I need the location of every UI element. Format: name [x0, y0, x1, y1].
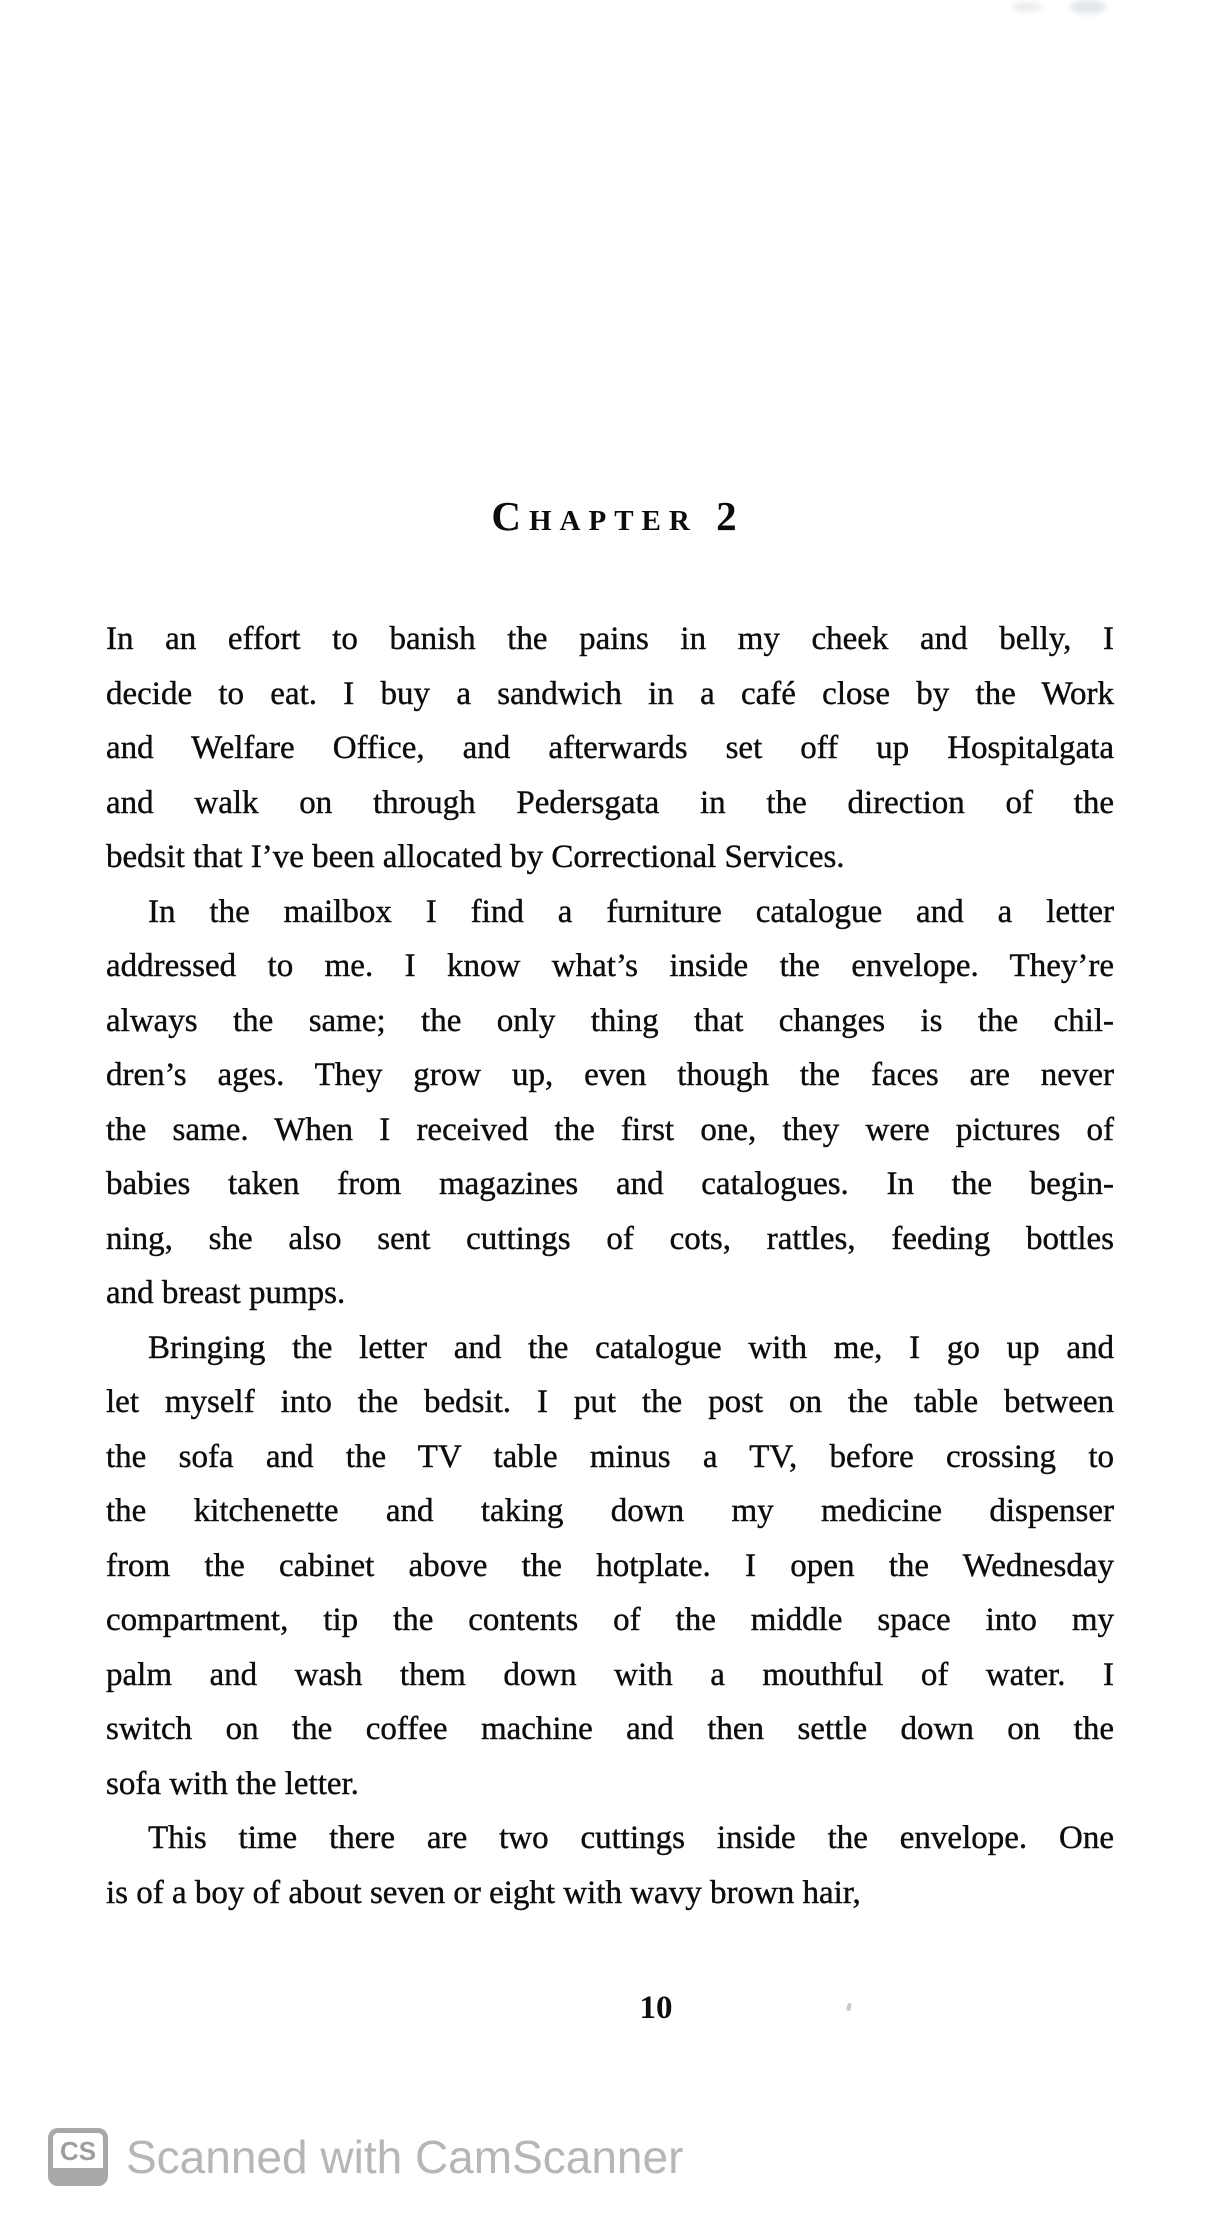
body-text [106, 612, 1114, 1920]
text-line: from the cabinet above the hotplate. I open the Wednesday [106, 1547, 1114, 1584]
scan-smudge [1012, 2, 1042, 12]
text-line: palm and wash them down with a mouthful of water. I [106, 1656, 1114, 1693]
camscanner-watermark [48, 2128, 683, 2186]
text-line: ning, she also sent cuttings of cots, rattles, feeding bottles [106, 1220, 1114, 1257]
text-line: switch on the coffee machine and then settle down on the [106, 1711, 1114, 1747]
paragraph [106, 885, 1114, 1321]
text-line: let myself into the bedsit. I put the post on the table between [106, 1384, 1114, 1420]
paragraph [106, 612, 1114, 885]
text-line: In an effort to banish the pains in my cheek and belly, I [106, 621, 1114, 657]
paragraph [106, 1321, 1114, 1812]
paragraph [106, 1811, 1114, 1920]
text-line: babies taken from magazines and catalogues. In the begin- [106, 1166, 1114, 1202]
camscanner-logo-bar [53, 2168, 103, 2181]
text-line: In the mailbox I find a furniture catalogue and a letter [148, 893, 1114, 930]
text-line: bedsit that I’ve been allocated by Correctional Services. [106, 839, 845, 875]
text-line: the same. When I received the first one, they were pictures of [106, 1111, 1114, 1148]
chapter-heading: Chapter 2 [491, 493, 745, 539]
text-line: decide to eat. I buy a sandwich in a café close by the Work [106, 675, 1114, 712]
camscanner-logo-icon [48, 2128, 108, 2186]
text-line: and Welfare Office, and afterwards set off up Hospitalgata [106, 730, 1114, 766]
camscanner-logo-text: CS [59, 2135, 97, 2166]
camscanner-watermark-text: Scanned with CamScanner [126, 2131, 684, 2183]
text-line: and breast pumps. [106, 1275, 346, 1311]
text-line: is of a boy of about seven or eight with wavy brown hair, [106, 1874, 861, 1911]
text-line: sofa with the letter. [106, 1765, 359, 1802]
text-line: addressed to me. I know what’s inside the envelope. They’re [106, 948, 1114, 984]
text-line: always the same; the only thing that changes is the chil- [106, 1002, 1114, 1039]
text-line: Bringing the letter and the catalogue with me, I go up and [148, 1329, 1114, 1366]
page-number: 10 [639, 1990, 673, 2026]
text-line: the sofa and the TV table minus a TV, before crossing to [106, 1438, 1114, 1475]
text-line: This time there are two cuttings inside the envelope. One [148, 1820, 1114, 1856]
scan-smudge [1070, 0, 1106, 14]
text-line: dren’s ages. They grow up, even though the faces are never [106, 1057, 1114, 1093]
text-line: compartment, tip the contents of the middle space into my [106, 1602, 1114, 1638]
text-line: and walk on through Pedersgata in the direction of the [106, 784, 1114, 821]
text-line: the kitchenette and taking down my medicine dispenser [106, 1493, 1114, 1529]
